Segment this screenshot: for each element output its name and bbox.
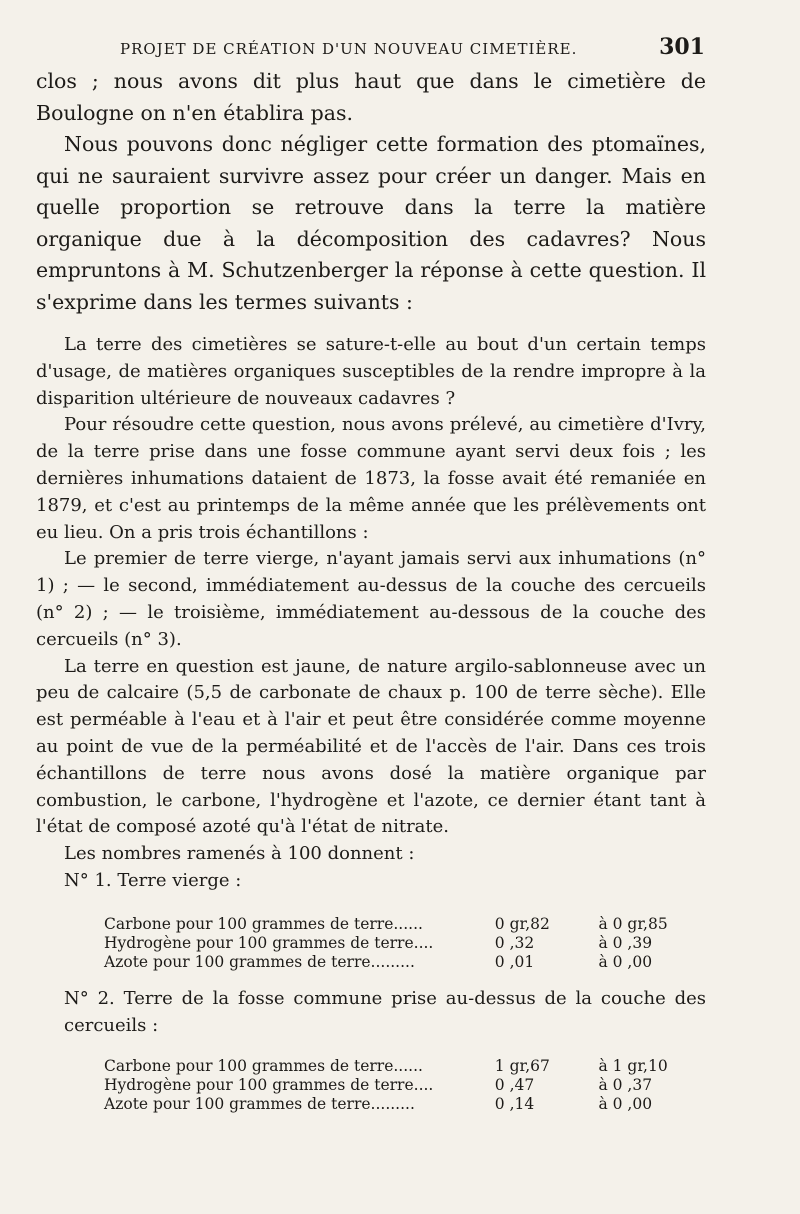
quote-paragraph-results-intro: Les nombres ramenés à 100 donnent : xyxy=(64,843,415,865)
row-label: Hydrogène pour 100 grammes de terre.... xyxy=(104,933,434,952)
quote-paragraph-samples: Le premier de terre vierge, n'ayant jamais servi aux inhumations (n° 1) ; — le second, immédiatement au-dessus de la couche des cercueils (n° 2) ; — le troisième, immédiatement au-dessous de la couche des cercueils (n° 3). xyxy=(36,548,706,650)
row-value-from: 0 ,01 xyxy=(494,952,535,971)
table-row xyxy=(104,953,706,972)
row-value-to: à 0 ,37 xyxy=(598,1076,653,1095)
paragraph-ptomaines: Nous pouvons donc négliger cette formation des ptomaïnes, qui ne sauraient survivre assez pour créer un danger. Mais en quelle proportion se retrouve dans la terre la matière organique due à la décomposition des cadavres? Nous empruntons à M. Schutzenberger la réponse à cette question. Il s'exprime dans les termes suivants : xyxy=(36,132,706,314)
page-number: 301 xyxy=(659,34,705,60)
table-row xyxy=(104,915,706,934)
quote-paragraph-method: Pour résoudre cette question, nous avons prélevé, au cimetière d'Ivry, de la terre prise dans une fosse commune ayant servi deux fois ; les dernières inhumations dataient de 1873, la fosse avait été remaniée en 1879, et c'est au printemps de la même année que les prélèvements ont eu lieu. On a pris trois échantillons : xyxy=(36,414,706,543)
sample-2-label: N° 2. Terre de la fosse commune prise au-dessus de la couche des cercueils : xyxy=(64,987,706,1036)
sample-2-table xyxy=(104,1057,706,1114)
row-label: Carbone pour 100 grammes de terre...... xyxy=(104,914,423,933)
quote-paragraph-question: La terre des cimetières se sature-t-elle au bout d'un certain temps d'usage, de matières organiques susceptibles de la rendre impropre à la disparition ultérieure de nouveaux cadavres ? xyxy=(36,334,706,409)
quote-paragraph-soil: La terre en question est jaune, de nature argilo-sablonneuse avec un peu de calcaire (5,5 de carbonate de chaux p. 100 de terre sèche). Elle est perméable à l'eau et à l'air et peut être considérée comme moyenne au point de vue de la perméabilité et de l'accès de l'air. Dans ces trois échantillons de terre nous avons dosé la matière organique par combustion, le carbone, l'hydrogène et l'azote, ce dernier étant tant à l'état de composé azoté qu'à l'état de nitrate. xyxy=(36,655,706,838)
row-value-from: 0 ,32 xyxy=(494,933,535,952)
row-value-to: à 0 ,39 xyxy=(598,933,653,952)
row-value-from: 0 ,14 xyxy=(494,1095,535,1114)
row-value-to: à 0 ,00 xyxy=(598,1095,653,1114)
table-row xyxy=(104,1076,706,1095)
sample-1-label: N° 1. Terre vierge : xyxy=(64,869,242,891)
row-value-from: 1 gr,67 xyxy=(494,1057,550,1076)
row-value-from: 0 ,47 xyxy=(494,1076,535,1095)
row-label: Azote pour 100 grammes de terre......... xyxy=(104,952,415,971)
table-row xyxy=(104,1095,706,1114)
paragraph-continuation: clos ; nous avons dit plus haut que dans le cimetière de Boulogne on n'en établira pas. xyxy=(36,69,706,125)
page-body xyxy=(36,66,706,1114)
sample-1-table xyxy=(104,915,706,972)
row-value-from: 0 gr,82 xyxy=(494,914,550,933)
row-value-to: à 0 gr,85 xyxy=(598,914,668,933)
row-value-to: à 0 ,00 xyxy=(598,952,653,971)
running-title: PROJET DE CRÉATION D'UN NOUVEAU CIMETIÈRE. xyxy=(120,40,578,58)
page-header xyxy=(120,34,705,60)
row-label: Azote pour 100 grammes de terre......... xyxy=(104,1095,415,1114)
row-label: Hydrogène pour 100 grammes de terre.... xyxy=(104,1076,434,1095)
row-value-to: à 1 gr,10 xyxy=(598,1057,668,1076)
row-label: Carbone pour 100 grammes de terre...... xyxy=(104,1057,423,1076)
table-row xyxy=(104,934,706,953)
table-row xyxy=(104,1057,706,1076)
